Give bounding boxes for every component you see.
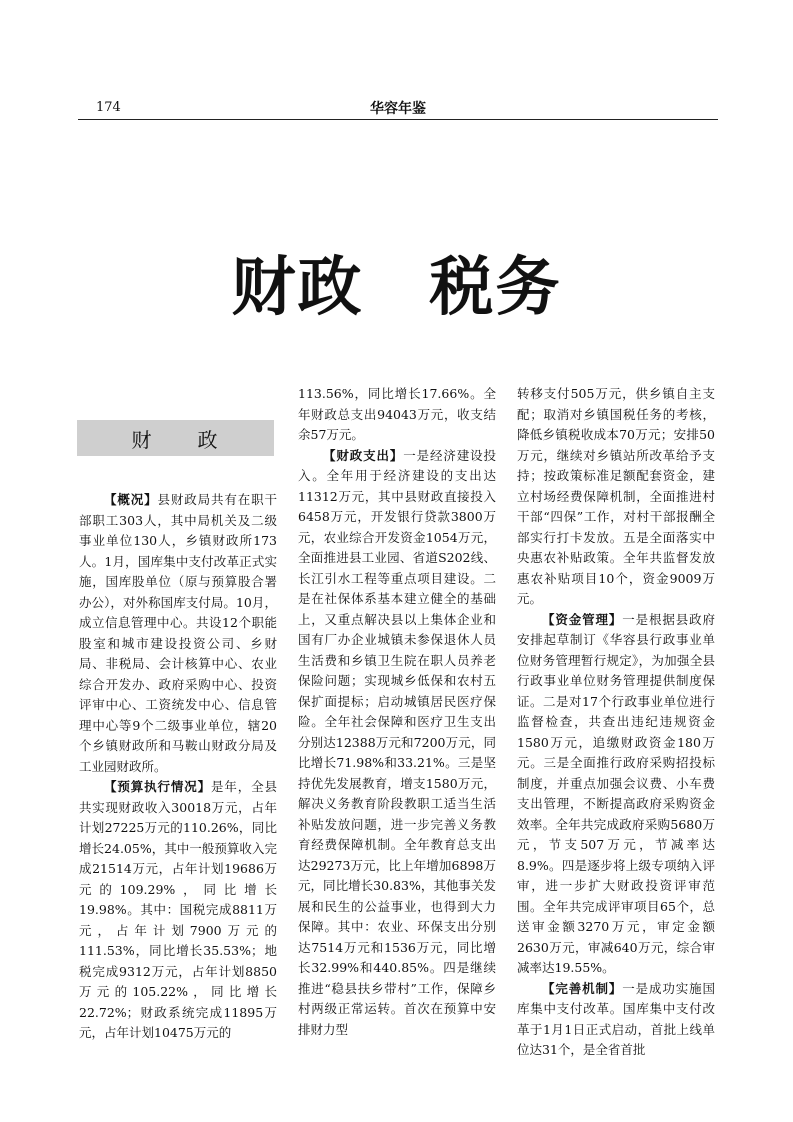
paragraph bbox=[79, 777, 277, 1044]
paragraph bbox=[517, 610, 715, 979]
text-column-1 bbox=[79, 490, 277, 1044]
paragraph-heading: 【资金管理】 bbox=[542, 611, 623, 627]
paragraph bbox=[517, 979, 715, 1061]
page-header bbox=[78, 96, 718, 120]
paragraph bbox=[517, 384, 715, 610]
paragraph-text: 一是成功实施国库集中支付改革。国库集中支付改革于1月1日正式启动，首批上线单位达31个，是全省首批 bbox=[517, 980, 715, 1057]
paragraph-text: 是年，全县共实现财政收入30018万元，占年计划27225万元的110.26%，同比增长24.05%，其中一般预算收入完成21514万元，占年计划19686万元的109.29%，同比增长19.98%。其中：国税完成8811万元，占年计划7900万元的111.53%，同比增长35.53%；地税完成9312万元，占年计划8850万元的105.22%，同比增长22.72%；财政系统完成11895万元，占年计划10475万元的 bbox=[79, 779, 277, 1040]
paragraph-heading: 【财政支出】 bbox=[323, 447, 404, 463]
paragraph bbox=[79, 490, 277, 777]
running-title: 华容年鉴 bbox=[370, 101, 426, 117]
paragraph-text: 一是根据县政府安排起草制订《华容县行政事业单位财务管理暂行规定》，为加强全县行政事业单位财务管理提供制度保证。二是对17个行政事业单位进行监督检查，共查出违纪违规资金1580万元，追缴财政资金180万元。三是全面推行政府采购招投标制度，并重点加强会议费、小车费支出管理，不断提高政府采购资金效率。全年共完成政府采购5680万元，节支507万元，节减率达8.9%。四是逐步将上级专项纳入评审，进一步扩大财政投资评审范围。全年共完成评审项目65个，总送审金额3270万元，审定金额2630万元，审减640万元，综合审减率达19.55%。 bbox=[517, 611, 715, 975]
text-column-3 bbox=[517, 384, 715, 1061]
paragraph-heading: 【预算执行情况】 bbox=[104, 779, 211, 794]
paragraph-text: 113.56%，同比增长17.66%。全年财政总支出94043万元，收支结余57万元。 bbox=[298, 386, 496, 442]
header-rule bbox=[78, 119, 718, 120]
paragraph-text: 转移支付505万元，供乡镇自主支配；取消对乡镇国税任务的考核，降低乡镇税收成本70万元；安排50万元，继续对乡镇站所改革给予支持；按政策标准足额配套资金，建立村场经费保障机制，全面推进村干部“四保”工作，对村干部报酬全部实行打卡发放。五是全面落实中央惠农补贴政策。全年共监督发放惠农补贴项目10个，资金9009万元。 bbox=[517, 386, 715, 606]
paragraph bbox=[298, 384, 496, 446]
section-title: 财 政 bbox=[77, 420, 274, 456]
page-number: 174 bbox=[96, 100, 121, 115]
text-column-2 bbox=[298, 384, 496, 1040]
paragraph-heading: 【完善机制】 bbox=[542, 980, 623, 996]
paragraph-text: 一是经济建设投入。全年用于经济建设的支出达11312万元，其中县财政直接投入6458万元，开发银行贷款3800万元，农业综合开发资金1054万元，全面推进县工业园、省道S202线、长江引水工程等重点项目建设。二是在社保体系基本建立健全的基础上，又重点解决县以上集体企业和国有厂办企业城镇未参保退休人员生活费和乡镇卫生院在职人员养老保险问题；实现城乡低保和农村五保扩面提标；启动城镇居民医疗保险。全年社会保障和医疗卫生支出分别达12388万元和7200万元，同比增长71.98%和33.21%。三是坚持优先发展教育，增支1580万元，解决义务教育阶段教职工适当生活补贴发放问题，进一步完善义务教育经费保障机制。全年教育总支出达29273万元，比上年增加6898万元，同比增长30.83%，其他事关发展和民生的公益事业，也得到大力保障。其中：农业、环保支出分别达7514万元和1536万元，同比增长32.99%和440.85%。四是继续推进“稳县扶乡带村”工作，保障乡村两级正常运转。首次在预算中安排财力型 bbox=[298, 447, 496, 1037]
paragraph-heading: 【概况】 bbox=[104, 492, 158, 507]
paragraph-text: 县财政局共有在职干部职工303人，其中局机关及二级事业单位130人，乡镇财政所173人。1月，国库集中支付改革正式实施，国库股单位（原与预算股合署办公），对外称国库支付局。10月，成立信息管理中心。共设12个职能股室和城市建设投资公司、乡财局、非税局、会计核算中心、农业综合开发办、政府采购中心、投资评审中心、工资统发中心、信息管理中心等9个二级事业单位，辖20个乡镇财政所和马鞍山财政分局及工业园财政所。 bbox=[79, 492, 277, 774]
chapter-title: 财政 税务 bbox=[231, 251, 562, 325]
paragraph bbox=[298, 446, 496, 1041]
